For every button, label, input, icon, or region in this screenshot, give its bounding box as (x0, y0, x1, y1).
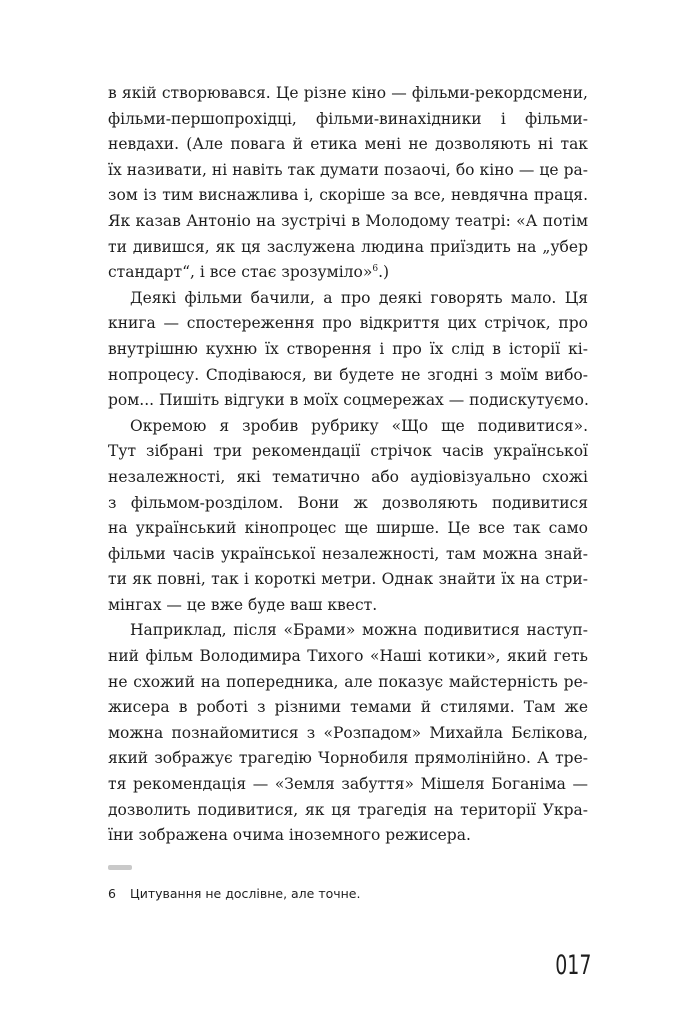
text-line: Як казав Антоніо на зустрічі в Молодому театрі: «А потім (108, 211, 588, 230)
text-line: внутрішню кухню їх створення і про їх слід в історії кі- (108, 339, 588, 358)
footnote (108, 884, 588, 904)
text-line: невдахи. (Але повага й етика мені не дозволяють ні так (108, 135, 588, 154)
footnote-divider (108, 865, 132, 870)
text-line (108, 260, 588, 286)
text-line: нопроцесу. Сподіваюся, ви будете не згодні з моїм вибо- (108, 365, 588, 384)
text-line: фільми-першопрохідці, фільми-винахідники і фільми- (108, 109, 588, 128)
text-line: дозволить подивитися, як ця трагедія на території Укра- (108, 800, 588, 819)
text-line-trailing: .) (378, 263, 390, 282)
text-line: Тут зібрані три рекомендації стрічок часів української (108, 442, 588, 461)
text-line: який зображує трагедію Чорнобиля прямолінійно. А тре- (108, 749, 588, 768)
text-line: ний фільм Володимира Тихого «Наші котики», який геть (108, 647, 588, 666)
text-line: ти дивишся, як ця заслужена людина приїздить на „убер (108, 237, 588, 256)
text-line: в якій створювався. Це різне кіно — фільми-рекордсмени, (108, 84, 588, 102)
text-line: фільми часів української незалежності, там можна знай- (108, 544, 588, 563)
text-line: ти як повні, так і короткі метри. Однак знайти їх на стри- (108, 570, 588, 589)
text-line: жисера в роботі з різними темами й стилями. Там же (108, 698, 588, 717)
text-line: Окремою я зробив рубрику «Що ще подивитися». (130, 416, 588, 435)
footnote-text: Цитування не дослівне, але точне. (130, 886, 361, 901)
text-line: з фільмом-розділом. Вони ж дозволяють подивитися (108, 493, 588, 512)
text-line: можна познайомитися з «Розпадом» Михайла Бєлікова, (108, 723, 588, 742)
footnote-reference: 6 (372, 264, 379, 274)
text-line: ром... Пишіть відгуки в моїх соцмережах — подискутуємо. (108, 391, 589, 410)
text-line: мінгах — це вже буде ваш квест. (108, 595, 378, 614)
text-line: їх називати, ні навіть так думати позаочі, бо кіно — це ра- (108, 160, 588, 179)
text-line: Деякі фільми бачили, а про деякі говорять мало. Ця (130, 288, 588, 307)
text-line: тя рекомендація — «Земля забуття» Мішеля Боганіма — (108, 775, 588, 794)
footnote-number: 6 (108, 886, 116, 901)
text-line: не схожий на попередника, але показує майстерність ре- (108, 672, 588, 691)
text-line: незалежності, які тематично або аудіовізуально схожі (108, 467, 588, 486)
text-line: зом із тим виснажлива і, скоріше за все, невдячна праця. (108, 186, 588, 205)
text-line: на український кінопроцес ще ширше. Це все так само (108, 519, 588, 538)
text-line-content: стандарт“, і все стає зрозуміло» (108, 263, 373, 282)
text-line: Наприклад, після «Брами» можна подивитися наступ- (130, 621, 588, 640)
body-text (108, 81, 588, 849)
text-line: їни зображена очима іноземного режисера. (108, 826, 471, 845)
text-line: книга — спостереження про відкриття цих стрічок, про (108, 314, 588, 333)
page-number: 017 (555, 950, 592, 981)
